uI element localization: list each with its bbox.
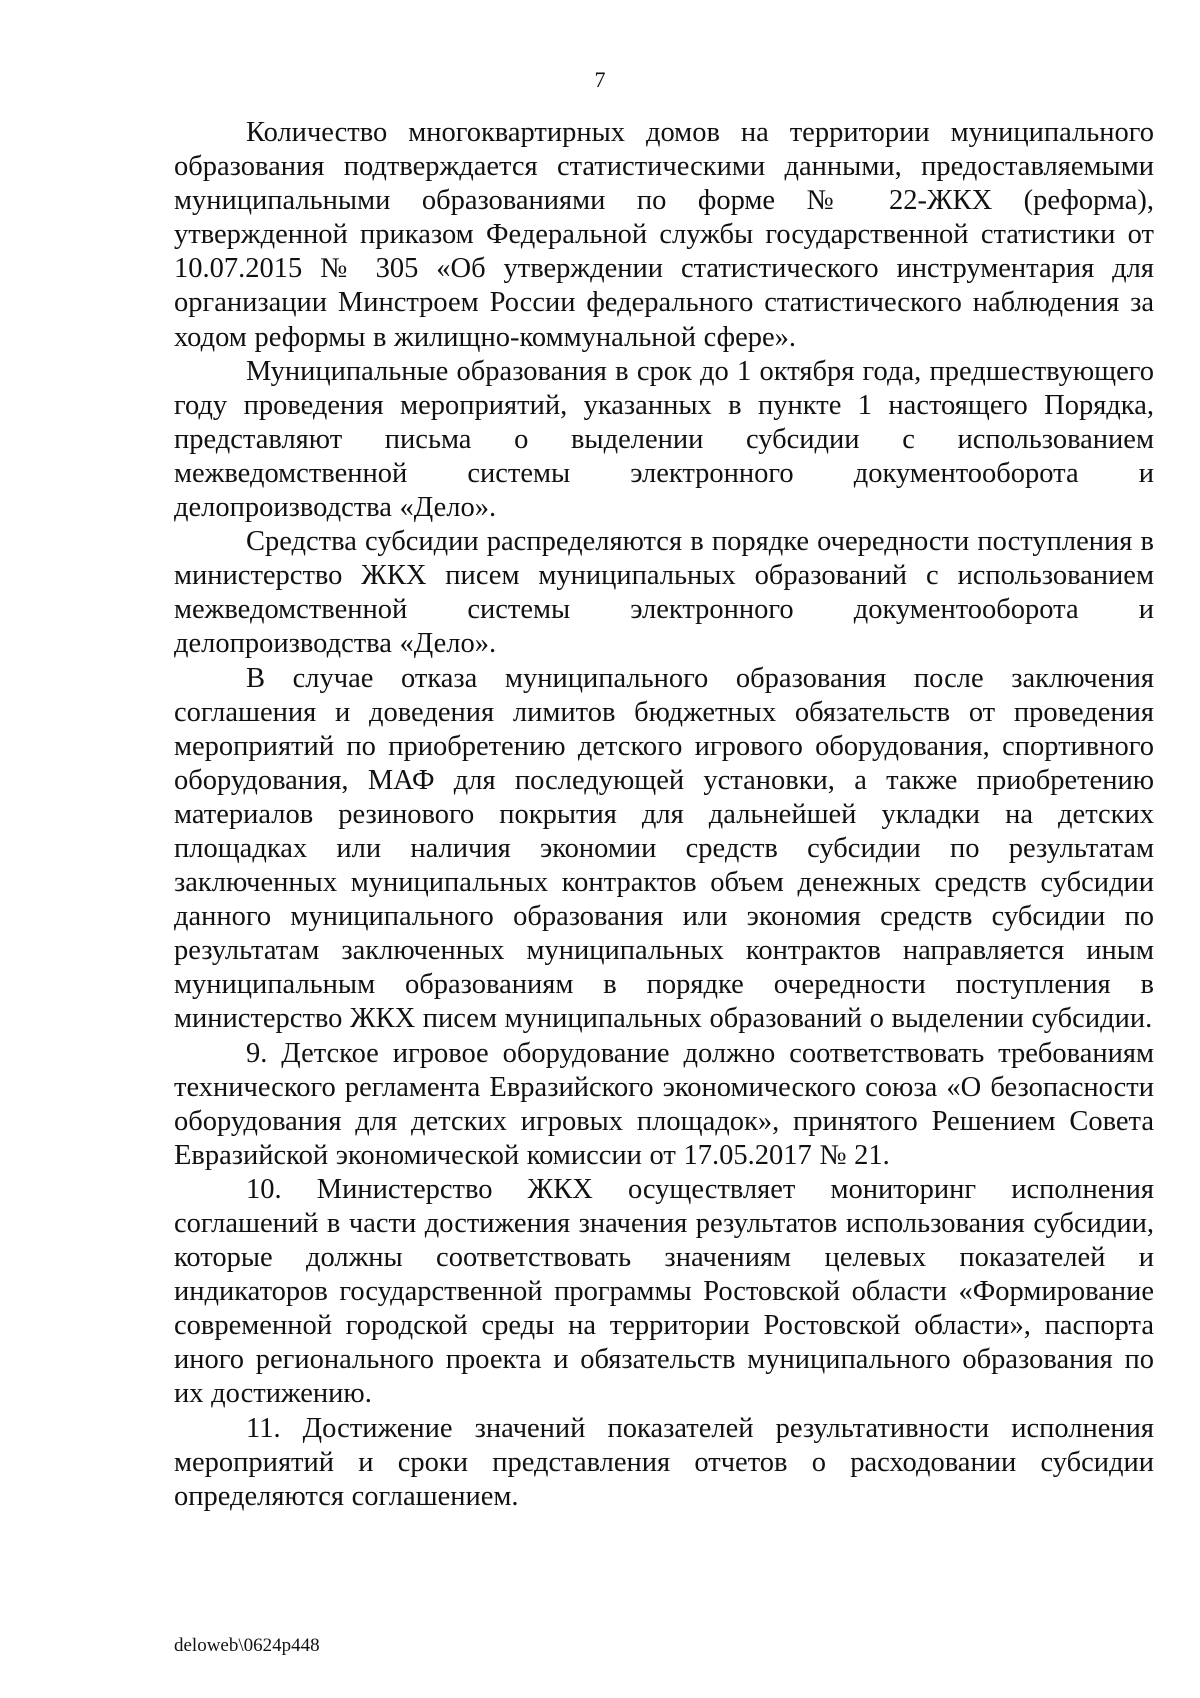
paragraph-item-11-indicators: 11. Достижение значений показателей результативности исполнения мероприятий и сроки представления отчетов о расходовании субсидии определяются соглашением.	[174, 1412, 1154, 1512]
page-number: 7	[594, 67, 606, 92]
paragraph-subsidy-request-deadline: Муниципальные образования в срок до 1 октября года, предшествующего году проведения мероприятий, указанных в пункте 1 настоящего Порядка, представляют письма о выделении субсидии с использованием межведомственной системы электронного документооборота и делопроизводства «Дело».	[174, 355, 1154, 524]
paragraph-item-9-equipment-requirements: 9. Детское игровое оборудование должно соответствовать требованиям технического регламента Евразийского экономического союза «О безопасности оборудования для детских игровых площадок», принятого Решением Совета Евразийской экономической комиссии от 17.05.2017 № 21.	[174, 1037, 1154, 1171]
paragraph-item-10-monitoring: 10. Министерство ЖКХ осуществляет мониторинг исполнения соглашений в части достижения значения результатов использования субсидии, которые должны соответствовать значениям целевых показателей и индикаторов государственной программы Ростовской области «Формирование современной городской среды на территории Ростовской области», паспорта иного регионального проекта и обязательств муниципального образования по их достижению.	[174, 1173, 1154, 1410]
paragraph-refusal-reallocation: В случае отказа муниципального образования после заключения соглашения и доведения лимитов бюджетных обязательств от проведения мероприятий по приобретению детского игрового оборудования, спортивного оборудования, МАФ для последующей установки, а также приобретению материалов резинового покрытия для дальнейшей укладки на детских площадках или наличия экономии средств субсидии по результатам заключенных муниципальных контрактов объем денежных средств субсидии данного муниципального образования или экономия средств субсидии по результатам заключенных муниципальных контрактов направляется иным муниципальным образованиям в порядке очередности поступления в министерство ЖКХ писем муниципальных образований о выделении субсидии.	[174, 662, 1154, 1035]
paragraph-subsidy-distribution-order: Средства субсидии распределяются в порядке очередности поступления в министерство ЖКХ писем муниципальных образований с использованием межведомственной системы электронного документооборота и делопроизводства «Дело».	[174, 526, 1154, 660]
paragraph-apartment-count: Количество многоквартирных домов на территории муниципального образования подтверждается статистическими данными, предоставляемыми муниципальными образованиями по форме № 22-ЖКХ (реформа), утвержденной приказом Федеральной службы государственной статистики от 10.07.2015 № 305 «Об утверждении статистического инструментария для организации Минстроем России федерального статистического наблюдения за ходом реформы в жилищно-коммунальной сфере».	[174, 117, 1154, 353]
footer-document-code: deloweb\0624p448	[174, 1635, 320, 1656]
document-body	[174, 116, 1154, 1514]
